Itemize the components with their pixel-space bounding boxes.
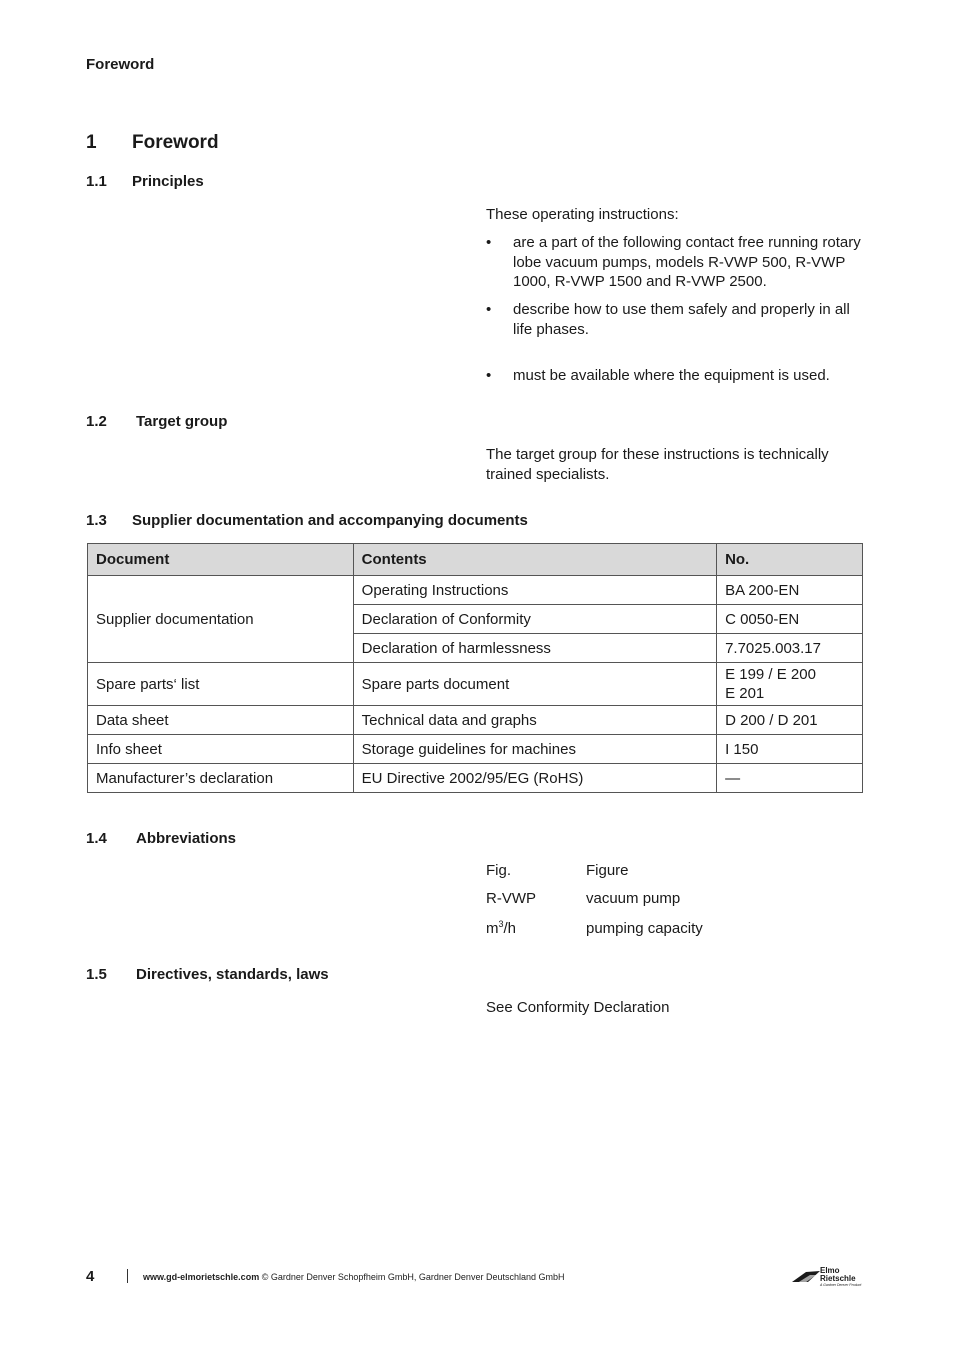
heading-abbreviations — [86, 830, 236, 847]
abbreviation-meaning: pumping capacity — [586, 920, 703, 937]
table-cell-contents: Declaration of Conformity — [353, 605, 716, 634]
list-item — [486, 233, 866, 292]
principles-list — [486, 366, 866, 386]
heading-number: 1.5 — [86, 966, 107, 983]
table-row — [88, 576, 863, 605]
heading-number: 1.3 — [86, 512, 107, 529]
table-cell-number: — — [717, 764, 863, 793]
principles-list — [486, 300, 866, 339]
list-item — [486, 366, 866, 386]
section-title: Foreword — [132, 132, 219, 153]
footer-text — [143, 1272, 564, 1282]
section-number: 1 — [86, 132, 97, 153]
heading-title: Target group — [136, 413, 228, 430]
unit-superscript: 3 — [498, 919, 504, 929]
list-item — [486, 300, 866, 339]
table-cell-number: BA 200-EN — [717, 576, 863, 605]
table-cell-contents: Spare parts document — [353, 663, 716, 706]
table-cell-number: D 200 / D 201 — [717, 706, 863, 735]
unit-base: m — [486, 920, 499, 937]
footer-copyright: © Gardner Denver Schopfheim GmbH, Gardner Denver Deutschland GmbH — [261, 1272, 565, 1282]
running-head: Foreword — [86, 56, 155, 73]
table-header-row — [88, 544, 863, 576]
table-cell-document: Data sheet — [88, 706, 354, 735]
abbreviation-meaning: vacuum pump — [586, 890, 681, 907]
heading-title: Directives, standards, laws — [136, 966, 329, 983]
footer-divider — [127, 1269, 128, 1283]
table-cell-number: 7.7025.003.17 — [717, 634, 863, 663]
table-cell-contents: Operating Instructions — [353, 576, 716, 605]
documents-table — [87, 543, 863, 793]
abbreviation-row — [486, 919, 703, 937]
heading-title: Principles — [132, 173, 204, 190]
footer-url[interactable]: www.gd-elmorietschle.com — [143, 1272, 260, 1282]
heading-title: Abbreviations — [136, 830, 237, 847]
table-cell-document: Manufacturer’s declaration — [88, 764, 354, 793]
heading-number: 1.1 — [86, 173, 107, 190]
heading-supplier-docs — [86, 512, 528, 529]
table-cell-document: Info sheet — [88, 735, 354, 764]
table-row — [88, 663, 863, 706]
logo-tagline: A Gardner Denver Product — [820, 1283, 862, 1287]
abbreviation-term — [486, 919, 586, 937]
table-cell-number: I 150 — [717, 735, 863, 764]
logo-text: Elmo Rietschle — [820, 1266, 856, 1283]
abbreviation-row — [486, 862, 629, 879]
heading-number: 1.2 — [86, 413, 107, 430]
table-row — [88, 735, 863, 764]
list-item-text: describe how to use them safely and properly in all life phases. — [513, 301, 850, 338]
table-cell-number: C 0050-EN — [717, 605, 863, 634]
table-row — [88, 764, 863, 793]
table-row — [88, 706, 863, 735]
directives-text: See Conformity Declaration — [486, 999, 670, 1016]
table-cell-contents: Declaration of harmlessness — [353, 634, 716, 663]
list-item-text: are a part of the following contact free running rotary lobe vacuum pumps, models R-VWP 500, R-VWP 1000, R-VWP 1500 and R-VWP 2500. — [513, 234, 861, 290]
abbreviation-term: Fig. — [486, 862, 512, 879]
brand-logo — [790, 1266, 866, 1288]
table-cell-document: Supplier documentation — [88, 576, 354, 663]
table-cell-number — [717, 663, 863, 706]
heading-principles — [86, 173, 204, 190]
bullet-icon: • — [486, 367, 492, 384]
heading-title: Supplier documentation and accompanying documents — [132, 512, 528, 529]
heading-number: 1.4 — [86, 830, 107, 847]
table-cell-contents: Storage guidelines for machines — [353, 735, 716, 764]
heading-target-group — [86, 413, 227, 430]
column-header: Document — [88, 544, 354, 576]
bullet-icon: • — [486, 234, 492, 251]
abbreviation-row — [486, 890, 680, 907]
abbreviation-meaning: Figure — [586, 862, 629, 879]
table-cell-contents: Technical data and graphs — [353, 706, 716, 735]
column-header: No. — [717, 544, 863, 576]
heading-directives — [86, 966, 329, 983]
principles-list — [486, 233, 866, 292]
section-heading-1 — [86, 132, 219, 154]
page-number: 4 — [86, 1268, 95, 1285]
number-line: E 199 / E 200 — [725, 666, 816, 683]
unit-rest: /h — [503, 920, 517, 937]
table-cell-contents: EU Directive 2002/95/EG (RoHS) — [353, 764, 716, 793]
list-item-text: must be available where the equipment is used. — [513, 367, 830, 384]
number-line: E 201 — [725, 685, 765, 702]
table-cell-document: Spare parts‘ list — [88, 663, 354, 706]
target-group-text: The target group for these instructions is technically trained specialists. — [486, 446, 829, 483]
abbreviation-term: R-VWP — [486, 890, 536, 907]
principles-intro: These operating instructions: — [486, 206, 679, 223]
bullet-icon: • — [486, 301, 492, 318]
column-header: Contents — [353, 544, 716, 576]
